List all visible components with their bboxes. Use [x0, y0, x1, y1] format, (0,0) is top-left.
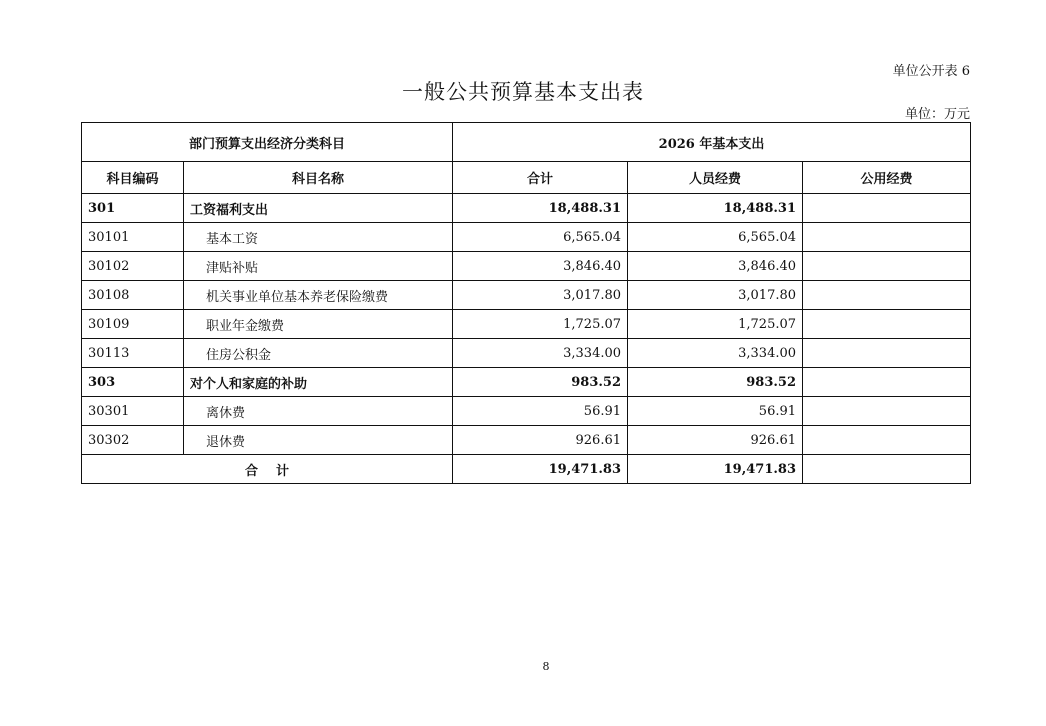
row-code: 30301 [82, 397, 184, 426]
total-row-personnel: 19,471.83 [628, 455, 803, 484]
row-personnel: 3,846.40 [628, 252, 803, 281]
table-number: 单位公开表 6 [892, 64, 970, 79]
row-personnel: 3,017.80 [628, 281, 803, 310]
name-column-header: 科目名称 [184, 162, 453, 194]
table-row [82, 310, 971, 339]
row-personnel: 983.52 [628, 368, 803, 397]
code-column-header: 科目编码 [82, 162, 184, 194]
row-name: 离休费 [184, 397, 453, 426]
table-row [82, 223, 971, 252]
group-header-row [82, 123, 971, 162]
row-total: 926.61 [453, 426, 628, 455]
row-name: 对个人和家庭的补助 [184, 368, 453, 397]
row-total: 3,334.00 [453, 339, 628, 368]
row-total: 18,488.31 [453, 194, 628, 223]
row-code: 30108 [82, 281, 184, 310]
row-total: 983.52 [453, 368, 628, 397]
column-header-row [82, 162, 971, 194]
row-total: 56.91 [453, 397, 628, 426]
row-personnel: 1,725.07 [628, 310, 803, 339]
budget-table [81, 122, 971, 484]
total-row-public [803, 455, 971, 484]
unit-label: 单位：万元 [904, 107, 970, 122]
year-expense-group-header: 2026 年基本支出 [453, 123, 971, 162]
total-row-total: 19,471.83 [453, 455, 628, 484]
row-name: 职业年金缴费 [184, 310, 453, 339]
category-group-header: 部门预算支出经济分类科目 [82, 123, 453, 162]
total-row [82, 455, 971, 484]
table-row [82, 194, 971, 223]
public-column-header: 公用经费 [803, 162, 971, 194]
row-public [803, 252, 971, 281]
row-personnel: 926.61 [628, 426, 803, 455]
table-row [82, 426, 971, 455]
row-total: 6,565.04 [453, 223, 628, 252]
row-public [803, 339, 971, 368]
row-public [803, 368, 971, 397]
row-code: 30113 [82, 339, 184, 368]
row-total: 3,017.80 [453, 281, 628, 310]
row-name: 基本工资 [184, 223, 453, 252]
row-public [803, 223, 971, 252]
row-name: 工资福利支出 [184, 194, 453, 223]
row-code: 303 [82, 368, 184, 397]
row-public [803, 281, 971, 310]
row-personnel: 56.91 [628, 397, 803, 426]
row-public [803, 310, 971, 339]
table-body [82, 194, 971, 455]
table-row [82, 252, 971, 281]
row-personnel: 3,334.00 [628, 339, 803, 368]
row-code: 301 [82, 194, 184, 223]
row-name: 住房公积金 [184, 339, 453, 368]
row-public [803, 194, 971, 223]
row-public [803, 426, 971, 455]
row-personnel: 18,488.31 [628, 194, 803, 223]
total-row-label: 合计 [82, 455, 453, 484]
table-row [82, 368, 971, 397]
total-column-header: 合计 [453, 162, 628, 194]
row-name: 机关事业单位基本养老保险缴费 [184, 281, 453, 310]
row-total: 3,846.40 [453, 252, 628, 281]
row-total: 1,725.07 [453, 310, 628, 339]
row-name: 退休费 [184, 426, 453, 455]
table-row [82, 339, 971, 368]
row-public [803, 397, 971, 426]
table-row [82, 281, 971, 310]
page-title: 一般公共预算基本支出表 [402, 80, 644, 104]
row-code: 30302 [82, 426, 184, 455]
page-number: 8 [542, 660, 550, 673]
row-personnel: 6,565.04 [628, 223, 803, 252]
row-code: 30101 [82, 223, 184, 252]
row-code: 30109 [82, 310, 184, 339]
table-row [82, 397, 971, 426]
row-code: 30102 [82, 252, 184, 281]
row-name: 津贴补贴 [184, 252, 453, 281]
personnel-column-header: 人员经费 [628, 162, 803, 194]
